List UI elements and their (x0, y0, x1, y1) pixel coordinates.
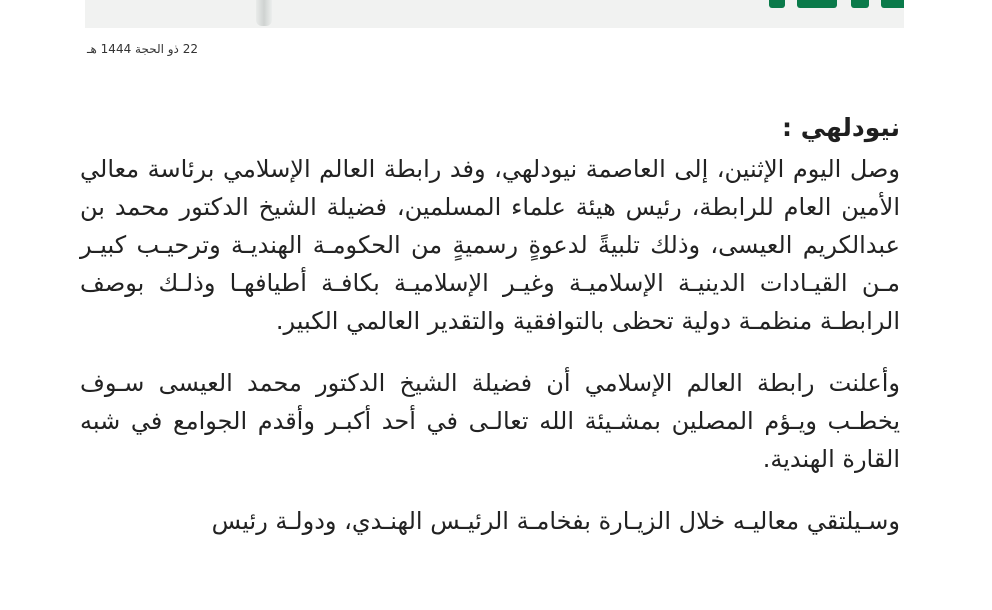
hero-image-caption (769, 0, 785, 8)
article-paragraph: وأعلنت رابطة العالم الإسلامي أن فضيلة الشيخ الدكتور محمد العيسى سـوف يخطـب ويـؤم المصلين بمشـيئة الله تعالـى في أحد أكبـر وأقدم الجوامع في شبه القارة الهندية. (80, 369, 900, 473)
article-body (80, 108, 900, 564)
article-paragraph: وسـيلتقي معاليـه خلال الزيـارة بفخامـة الرئيـس الهنـدي، ودولـة رئيس (211, 507, 900, 535)
article-location: نيودلهي : (782, 113, 900, 142)
hero-image (85, 0, 904, 28)
hero-image-caption (881, 0, 904, 8)
article-paragraph: وصل اليوم الإثنين، إلى العاصمة نيودلهي، وفد رابطة العالم الإسلامي برئاسة معالي الأمين العام للرابطة، رئيس هيئة علماء المسلمين، فضيلة الشيخ الدكتور محمد بن عبدالكريم العيسى، وذلك تلبيةً لدعوةٍ رسميةٍ من الحكومـة الهنديـة وترحيـب كبيـر مـن القيـادات الدينيـة الإسلاميـة وغيـر الإسلاميـة بكافـة أطيافهـا وذلـك بوصف الرابطـة منظمـة دولية تحظى بالتوافقية والتقدير العالمي الكبير. (80, 155, 900, 335)
hero-image-pillar (256, 0, 272, 26)
hero-image-caption (851, 0, 869, 8)
publish-date: 22 ذو الحجة 1444 هـ (87, 42, 198, 56)
hero-image-caption (797, 0, 837, 8)
